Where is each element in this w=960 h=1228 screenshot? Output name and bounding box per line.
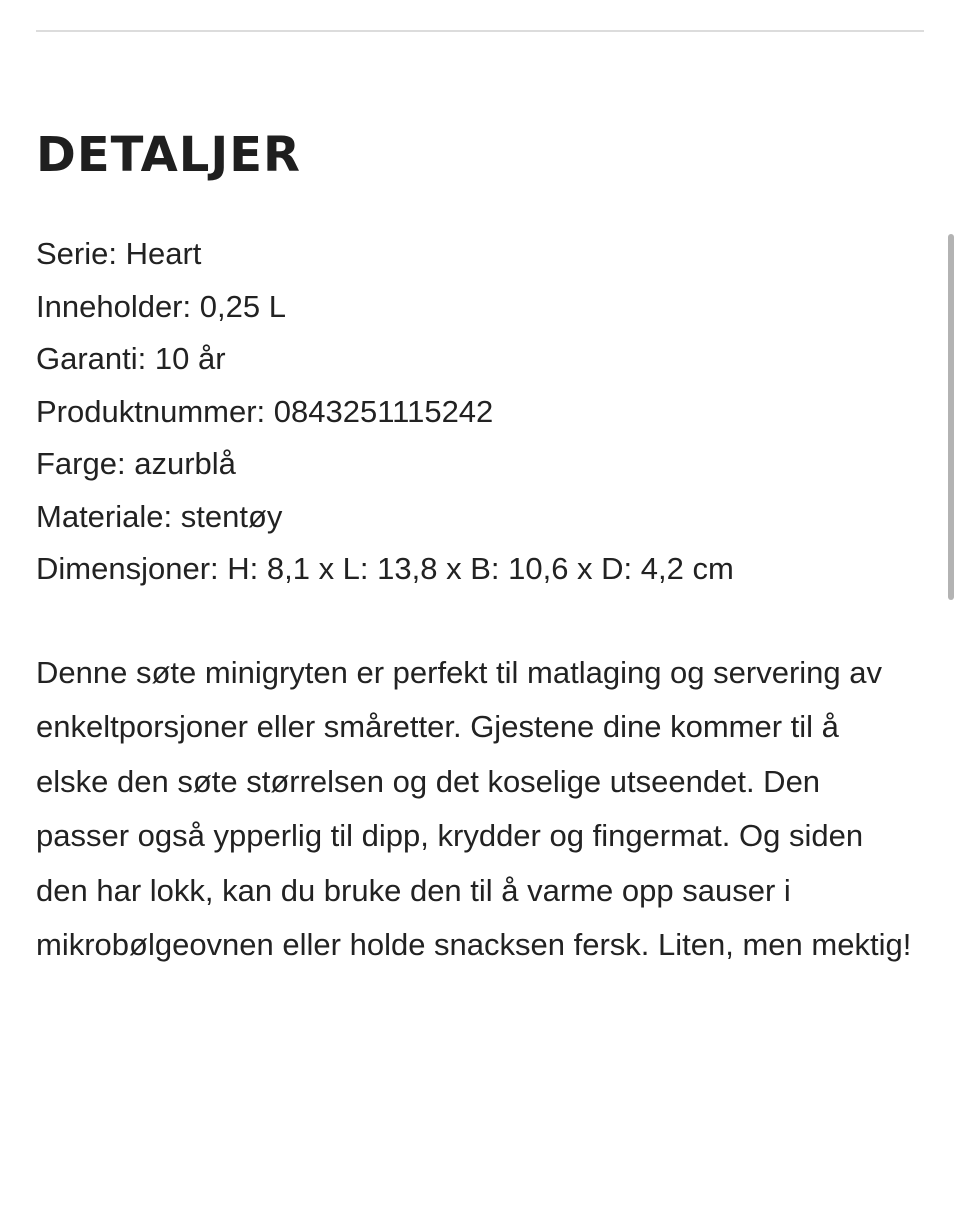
details-section xyxy=(36,124,916,973)
spec-value: 0843251115242 xyxy=(273,393,494,429)
details-heading: DETALJER xyxy=(36,127,301,183)
spec-row-produktnummer xyxy=(36,386,916,439)
spec-row-dimensjoner xyxy=(36,543,916,596)
spec-value: stentøy xyxy=(180,498,283,534)
spec-row-farge xyxy=(36,438,916,491)
spec-value: H: 8,1 x L: 13,8 x B: 10,6 x D: 4,2 cm xyxy=(227,551,734,586)
spec-label: Serie: xyxy=(36,236,117,271)
spec-label: Dimensjoner: xyxy=(36,551,219,586)
product-description: Denne søte minigryten er perfekt til matlaging og servering av enkeltporsjoner eller småretter. Gjestene dine kommer til å elske den søte størrelsen og det koselige utseendet. Den passer også ypperlig til dipp, krydder og fingermat. Og siden den har lokk, kan du bruke den til å varme opp sauser i mikrobølgeovnen eller holde snacksen fersk. Liten, men mektig! xyxy=(36,654,912,962)
spec-value: Heart xyxy=(125,236,202,271)
spec-value: azurblå xyxy=(134,446,236,481)
spec-label: Materiale: xyxy=(36,498,173,534)
scrollbar-thumb[interactable] xyxy=(948,234,954,600)
top-divider xyxy=(36,30,924,32)
spec-value: 0,25 L xyxy=(199,288,286,324)
spec-row-serie xyxy=(36,228,916,281)
spec-label: Inneholder: xyxy=(36,288,192,324)
spec-row-materiale xyxy=(36,491,916,544)
spec-row-inneholder xyxy=(36,281,916,334)
spec-label: Garanti: xyxy=(36,341,147,376)
spec-value: 10 år xyxy=(154,341,226,376)
spec-label: Produktnummer: xyxy=(36,393,266,429)
spec-row-garanti xyxy=(36,333,916,386)
spec-label: Farge: xyxy=(36,446,126,481)
spec-list xyxy=(36,228,916,596)
